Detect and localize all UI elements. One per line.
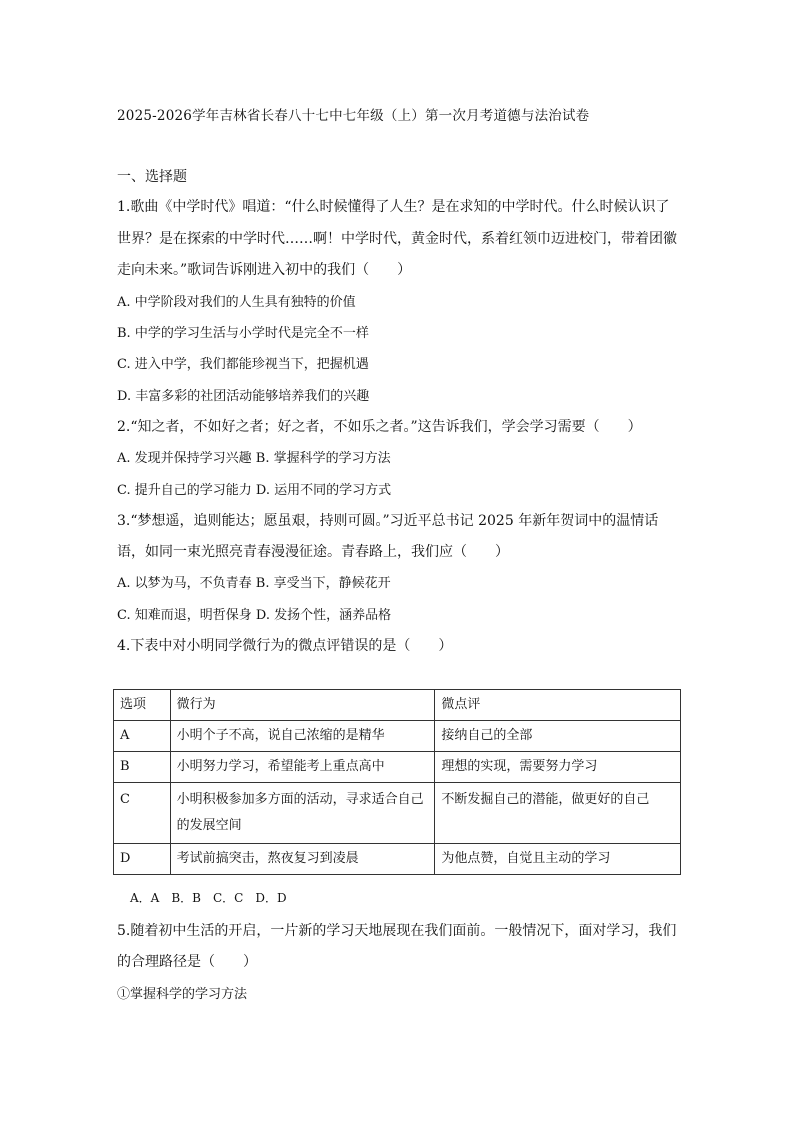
q2-stem: 2.“知之者，不如好之者；好之者，不如乐之者。”这告诉我们，学会学习需要（ ） [117,419,642,435]
table-cell: 考试前搞突击，熬夜复习到凌晨 [170,844,435,875]
q1-option-d: D. 丰富多彩的社团活动能够培养我们的兴趣 [117,389,370,404]
table-row [114,752,681,783]
q3-stem-line-2: 语，如同一束光照亮青春漫漫征途。青春路上，我们应（ ） [117,544,509,560]
table-cell: D [114,844,171,875]
table-cell: 小明积极参加多方面的活动，寻求适合自己的发展空间 [170,783,435,844]
q1-stem-line-3: 走向未来。”歌词告诉刚进入初中的我们（ ） [117,262,412,278]
table-cell: B [114,752,171,783]
table-cell: 不断发掘自己的潜能，做更好的自己 [435,783,681,844]
q5-stem-line-1: 5.随着初中生活的开启，一片新的学习天地展现在我们面前。一般情况下，面对学习，我们 [117,923,677,939]
table-cell: 小明努力学习，希望能考上重点高中 [170,752,435,783]
q2-options-cd: C. 提升自己的学习能力 D. 运用不同的学习方式 [117,483,392,498]
q5-item-1: ①掌握科学的学习方法 [117,987,248,1002]
table-row [114,721,681,752]
q1-option-a: A. 中学阶段对我们的人生具有独特的价值 [117,295,356,310]
table-header-row [114,690,681,721]
q3-stem-line-1: 3.“梦想遥，追则能达；愿虽艰，持则可圆。”习近平总书记 2025 年新年贺词中的温情话 [117,513,659,529]
table-header-cell: 选项 [114,690,171,721]
table-row [114,783,681,844]
table-cell: 为他点赞，自觉且主动的学习 [435,844,681,875]
micro-review-table [113,689,681,875]
table-cell: 接纳自己的全部 [435,721,681,752]
q1-option-c: C. 进入中学，我们都能珍视当下，把握机遇 [117,357,369,372]
section-header: 一、选择题 [117,169,187,185]
table-cell: 小明个子不高，说自己浓缩的是精华 [170,721,435,752]
table-cell: C [114,783,171,844]
q4-answer-options: A．A B．B C．C D．D [130,891,287,905]
q1-stem-line-1: 1.歌曲《中学时代》唱道：“什么时候懂得了人生？是在求知的中学时代。什么时候认识了 [117,199,670,215]
table-header-cell: 微行为 [170,690,435,721]
exam-title: 2025-2026学年吉林省长春八十七中七年级（上）第一次月考道德与法治试卷 [117,108,590,124]
table-header-cell: 微点评 [435,690,681,721]
q3-options-cd: C. 知难而退，明哲保身 D. 发扬个性，涵养品格 [117,608,392,623]
q3-options-ab: A. 以梦为马，不负青春 B. 享受当下，静候花开 [117,576,391,591]
q1-stem-line-2: 世界？是在探索的中学时代……啊！中学时代，黄金时代，系着红领巾迈进校门，带着团徽 [117,231,677,247]
q1-option-b: B. 中学的学习生活与小学时代是完全不一样 [117,326,369,341]
table-row [114,844,681,875]
q4-stem: 4.下表中对小明同学微行为的微点评错误的是（ ） [117,638,453,654]
table-cell: 理想的实现，需要努力学习 [435,752,681,783]
q2-options-ab: A. 发现并保持学习兴趣 B. 掌握科学的学习方法 [117,451,391,466]
table-cell: A [114,721,171,752]
q5-stem-line-2: 的合理路径是（ ） [117,954,257,970]
